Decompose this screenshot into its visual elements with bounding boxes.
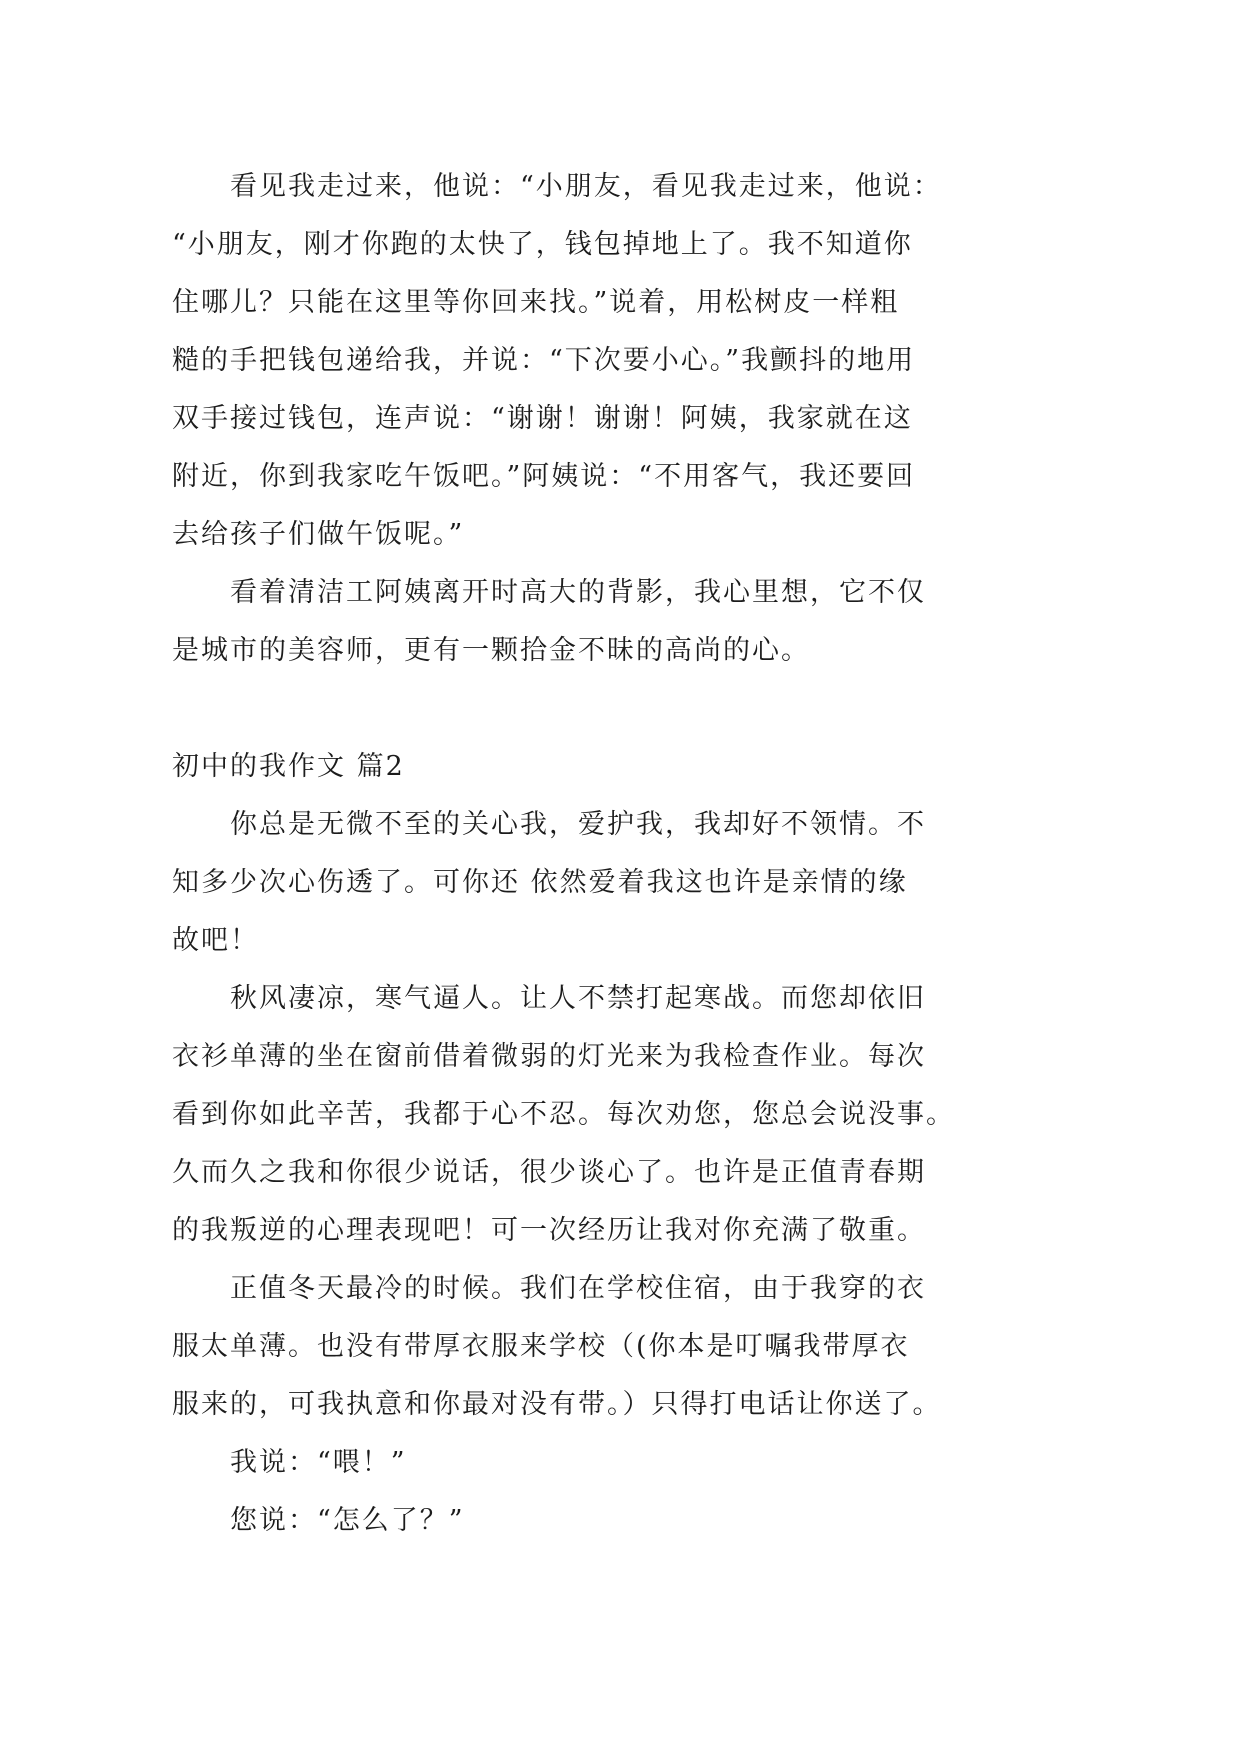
text-line: 的我叛逆的心理表现吧！可一次经历让我对你充满了敬重。: [172, 1215, 926, 1246]
text-line: 秋风凄凉，寒气逼人。让人不禁打起寒战。而您却依旧: [230, 983, 926, 1014]
essay-section-1: [172, 158, 1072, 680]
paragraph: [172, 970, 1072, 1260]
section-heading: 初中的我作文 篇2: [172, 751, 405, 782]
text-line: 双手接过钱包，连声说：“谢谢！谢谢！阿姨，我家就在这: [172, 403, 913, 434]
text-line: 看着清洁工阿姨离开时高大的背影，我心里想，它不仅: [230, 577, 926, 608]
paragraph: [172, 1260, 1072, 1434]
text-line: 久而久之我和你很少说话，很少谈心了。也许是正值青春期: [172, 1157, 926, 1188]
text-line: 我说：“喂！”: [230, 1447, 407, 1478]
text-line: 正值冬天最冷的时候。我们在学校住宿，由于我穿的衣: [230, 1273, 926, 1304]
text-line: 糙的手把钱包递给我，并说：“下次要小心。”我颤抖的地用: [172, 345, 916, 376]
paragraph: [172, 1434, 1072, 1492]
document-page: [172, 158, 1072, 1550]
text-line: “小朋友，刚才你跑的太快了，钱包掉地上了。我不知道你: [172, 229, 913, 260]
text-line: 去给孩子们做午饭呢。”: [172, 519, 465, 550]
text-line: 服太单薄。也没有带厚衣服来学校（(你本是叮嘱我带厚衣: [172, 1331, 910, 1362]
text-line: 看见我走过来，他说：“小朋友，看见我走过来，他说：: [230, 171, 942, 202]
essay-section-2: [172, 738, 1072, 1550]
text-line: 附近，你到我家吃午饭吧。”阿姨说：“不用客气，我还要回: [172, 461, 916, 492]
paragraph: [172, 158, 1072, 564]
text-line: 故吧！: [172, 925, 259, 956]
text-line: 您说：“怎么了？”: [230, 1505, 465, 1536]
text-line: 是城市的美容师，更有一颗拾金不昧的高尚的心。: [172, 635, 810, 666]
text-line: 你总是无微不至的关心我，爱护我，我却好不领情。不: [230, 809, 926, 840]
text-line: 知多少次心伤透了。可你还 依然爱着我这也许是亲情的缘: [172, 867, 908, 898]
text-line: 住哪儿？只能在这里等你回来找。”说着，用松树皮一样粗: [172, 287, 900, 318]
text-line: 看到你如此辛苦，我都于心不忍。每次劝您，您总会说没事。: [172, 1099, 955, 1130]
text-line: 服来的，可我执意和你最对没有带。）只得打电话让你送了。: [172, 1389, 942, 1420]
paragraph: [172, 796, 1072, 970]
paragraph: [172, 1492, 1072, 1550]
paragraph: [172, 564, 1072, 680]
text-line: 衣衫单薄的坐在窗前借着微弱的灯光来为我检查作业。每次: [172, 1041, 926, 1072]
